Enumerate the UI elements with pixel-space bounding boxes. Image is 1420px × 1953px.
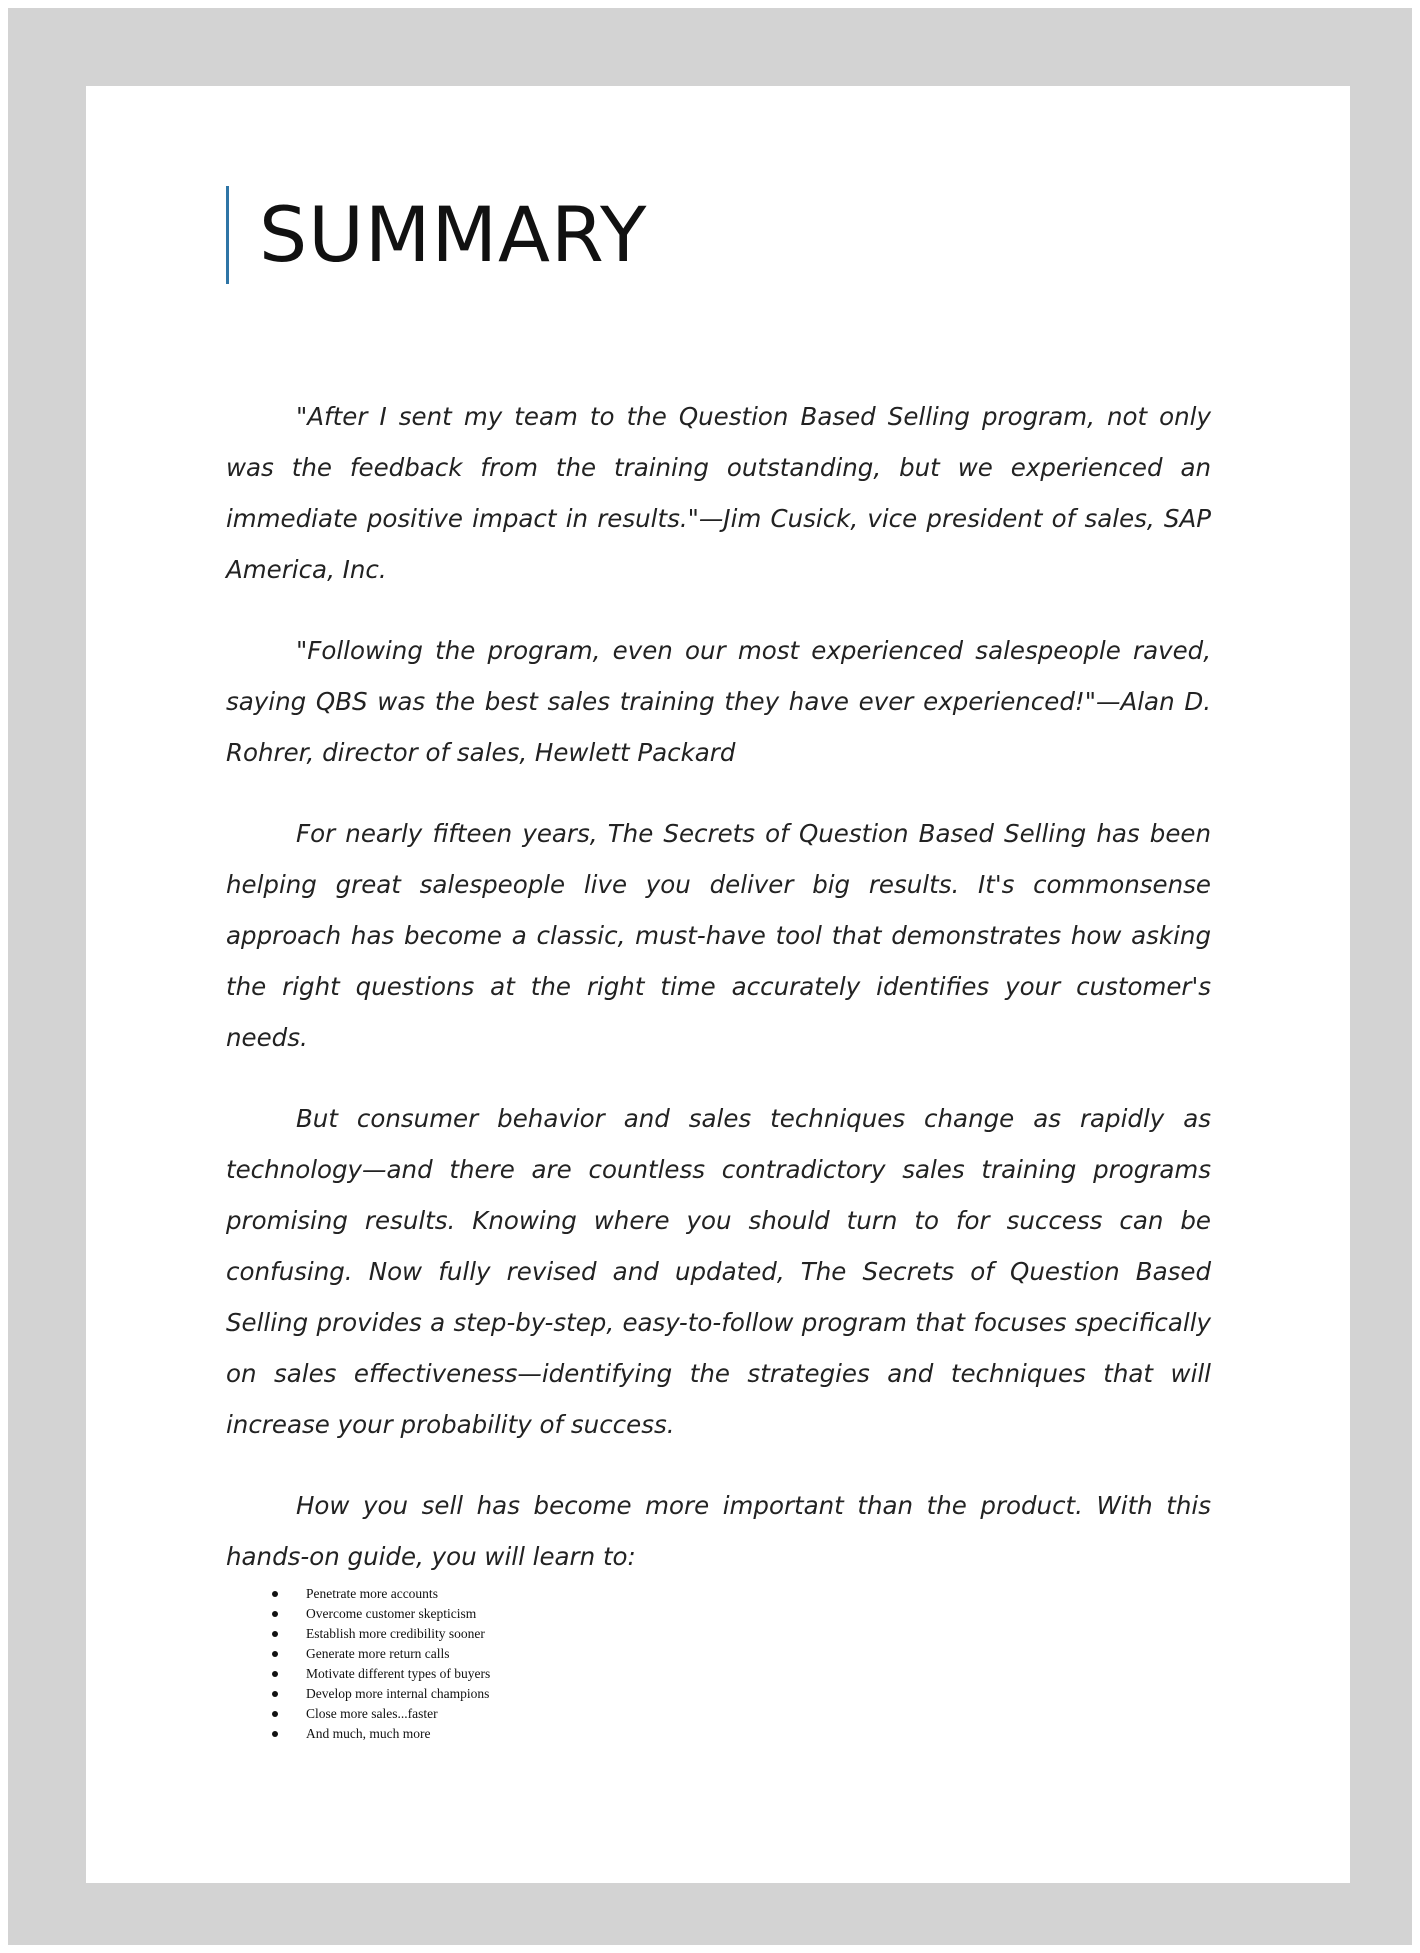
list-item: Motivate different types of buyers [266,1664,490,1684]
page-title: SUMMARY [259,190,648,279]
list-item: Close more sales...faster [266,1704,490,1724]
quote-paragraph-1: "After I sent my team to the Question Based Selling program, not only was the feedback from the training outstanding, but we experienced an immediate positive impact in results."—Jim Cusick, vice president of sales, SAP America, Inc. [226,402,1211,584]
list-item: Establish more credibility sooner [266,1624,490,1644]
document-page [86,86,1350,1883]
description-paragraph-2: But consumer behavior and sales techniques change as rapidly as technology—and there are countless contradictory sales training programs promising results. Knowing where you should turn to for success can be confusing. Now fully revised and updated, The Secrets of Question Based Selling provides a step-by-step, easy-to-follow program that focuses specifically on sales effectiveness—identifying the strategies and techniques that will increase your probability of success. [226,1104,1211,1439]
learning-bullet-list [266,1584,490,1744]
description-paragraph-3: How you sell has become more important than the product. With this hands-on guide, you will learn to: [226,1491,1211,1571]
list-item: Penetrate more accounts [266,1584,490,1604]
list-item: Generate more return calls [266,1644,490,1664]
quote-paragraph-2: "Following the program, even our most experienced salespeople raved, saying QBS was the best sales training they have ever experienced!"—Alan D. Rohrer, director of sales, Hewlett Packard [226,636,1211,767]
title-block [226,186,647,284]
list-item: Overcome customer skepticism [266,1604,490,1624]
list-item: And much, much more [266,1724,490,1744]
summary-body [226,391,1211,1612]
description-paragraph-1: For nearly fifteen years, The Secrets of Question Based Selling has been helping great salespeople live you deliver big results. It's commonsense approach has become a classic, must-have tool that demonstrates how asking the right questions at the right time accurately identifies your customer's needs. [226,819,1211,1052]
document-frame [8,8,1412,1945]
list-item: Develop more internal champions [266,1684,490,1704]
